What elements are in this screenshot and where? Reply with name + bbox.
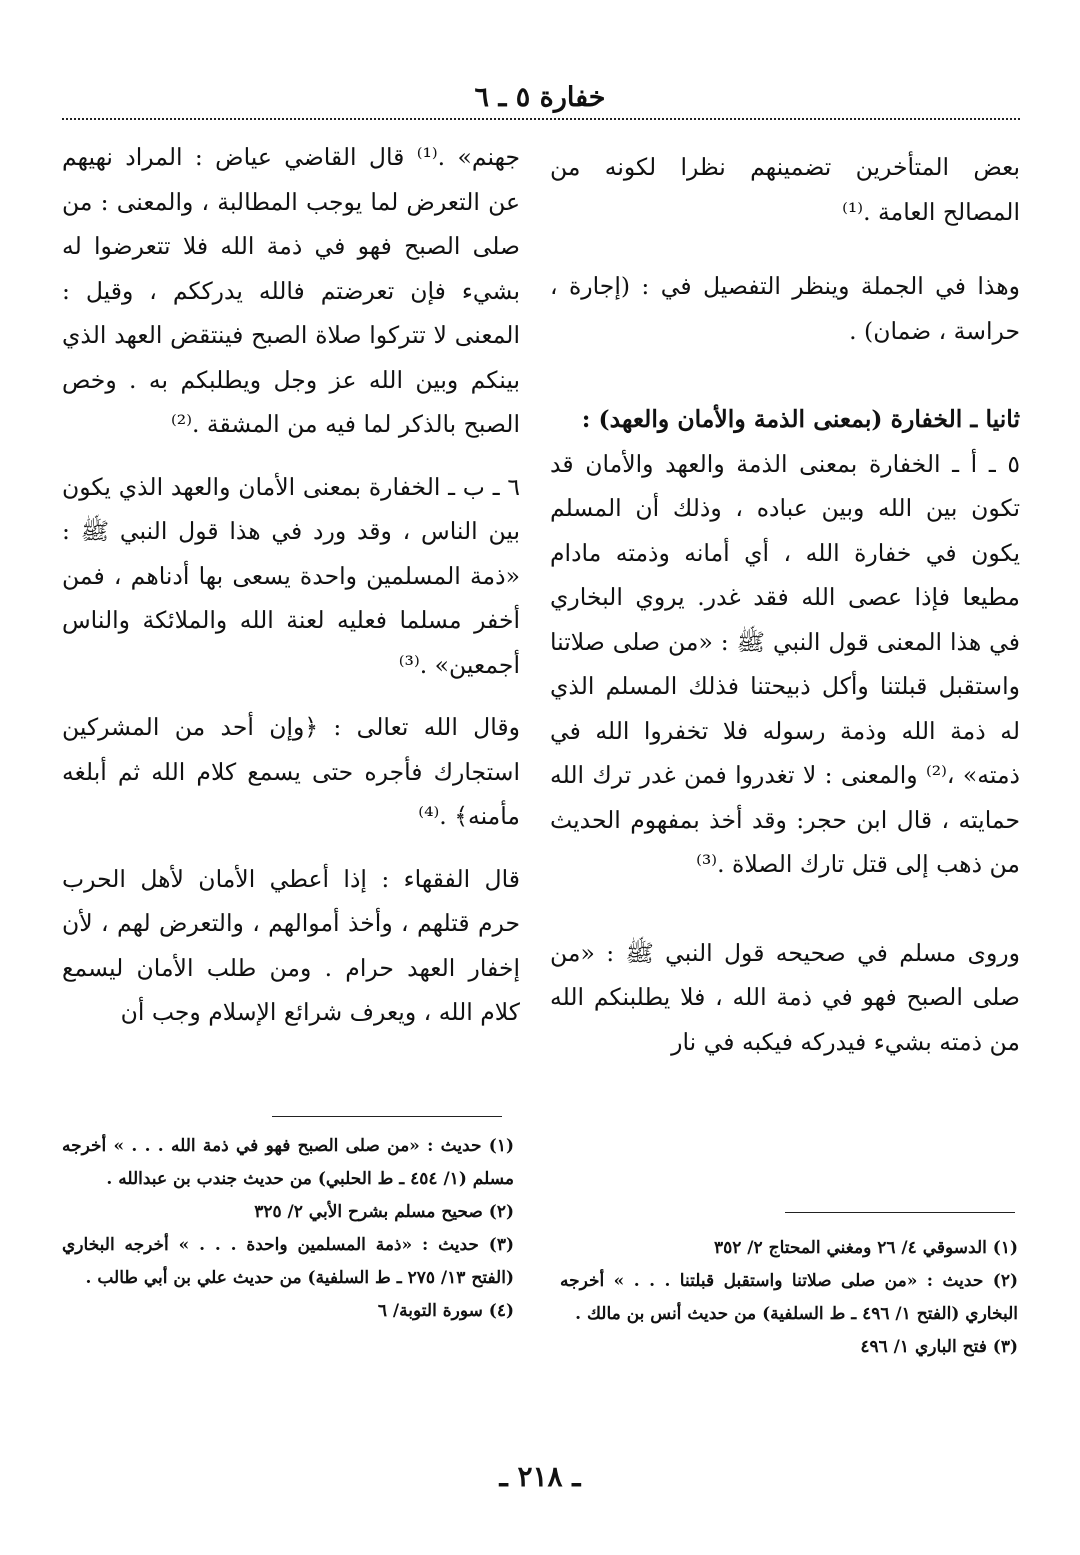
section-heading: ثانيا ـ الخفارة (بمعنى الذمة والأمان والعهد) : xyxy=(581,405,1020,433)
right-column xyxy=(550,145,1020,1064)
left-paragraph-4: قال الفقهاء : إذا أعطي الأمان لأهل الحرب حرم قتلهم ، وأخذ أموالهم ، والتعرض لهم ، لأن إخفار العهد حرام . ومن طلب الأمان ليسمع كلام الله ، ويعرف شرائع الإسلام وجب أن xyxy=(62,864,520,1026)
footnote: (٢) حديث : «من صلى صلاتنا واستقبل قبلتنا . . . » أخرجه البخاري (الفتح ١/ ٤٩٦ ـ ط السلفية) من حديث أنس بن مالك . xyxy=(560,1271,1018,1324)
left-paragraph-2: ٦ ـ ب ـ الخفارة بمعنى الأمان والعهد الذي يكون بين الناس ، وقد ورد في هذا قول النبي ﷺ : «ذمة المسلمين واحدة يسعى بها أدناهم ، فمن أخفر مسلما فعليه لعنة الله والملائكة والناس أجمعين» .⁽³⁾ xyxy=(62,472,520,679)
left-footnotes xyxy=(62,1130,514,1328)
right-paragraph-1: بعض المتأخرين تضمينهم نظرا لكونه من المصالح العامة .⁽¹⁾ xyxy=(550,153,1020,226)
footnote: (١) الدسوقي ٤/ ٢٦ ومغني المحتاج ٢/ ٣٥٢ xyxy=(713,1238,1018,1258)
left-paragraph-3: وقال الله تعالى : ﴿وإن أحد من المشركين استجارك فأجره حتى يسمع كلام الله ثم أبلغه مأمنه﴾ .⁽⁴⁾ xyxy=(62,713,520,830)
left-footnote-rule xyxy=(272,1116,502,1117)
right-paragraph-2: وهذا في الجملة وينظر التفصيل في : (إجارة ، حراسة ، ضمان) . xyxy=(550,272,1020,345)
running-header: خفارة ٥ ـ ٦ xyxy=(474,82,606,113)
footnote: (١) حديث : «من صلى الصبح فهو في ذمة الله . . . » أخرجه مسلم (١/ ٤٥٤ ـ ط الحلبي) من حديث جندب بن عبدالله . xyxy=(62,1136,514,1189)
header-dotted-rule xyxy=(62,118,1020,120)
right-paragraph-3: ٥ ـ أ ـ الخفارة بمعنى الذمة والعهد والأمان قد تكون بين الله وبين عباده ، وذلك أن المسلم يكون في خفارة الله ، أي أمانه وذمته مادام مطيعا فإذا عصى الله فقد غدر. يروي البخاري في هذا المعنى قول النبي ﷺ : «من صلى صلاتنا واستقبل قبلتنا وأكل ذبيحتنا فذلك المسلم الذي له ذمة الله وذمة رسوله فلا تخفروا الله في ذمته» ،⁽²⁾ والمعنى : لا تغدروا فمن غدر ترك الله حمايته ، قال ابن حجر: وقد أخذ بمفهوم الحديث من ذهب إلى قتل تارك الصلاة .⁽³⁾ xyxy=(550,449,1020,878)
footnote: (٣) فتح الباري ١/ ٤٩٦ xyxy=(860,1337,1018,1357)
footnote: (٤) سورة التوبة/ ٦ xyxy=(377,1301,514,1321)
right-paragraph-4: وروى مسلم في صحيحه قول النبي ﷺ : «من صلى الصبح فهو في ذمة الله ، فلا يطلبنكم الله من ذمته بشيء فيدركه فيكبه في نار xyxy=(550,938,1020,1056)
right-footnote-rule xyxy=(785,1212,1015,1213)
footnote: (٢) صحيح مسلم بشرح الأبي ٢/ ٣٢٥ xyxy=(254,1202,514,1222)
right-footnotes xyxy=(560,1232,1018,1364)
left-paragraph-1: جهنم» .⁽¹⁾ قال القاضي عياض : المراد نهيهم عن التعرض لما يوجب المطالبة ، والمعنى : من صلى الصبح فهو في ذمة الله فلا تتعرضوا له بشيء فإن تعرضتم فالله يدرككم ، وقيل : المعنى لا تتركوا صلاة الصبح فينتقض العهد الذي بينكم وبين الله عز وجل ويطلبكم به . وخص الصبح بالذكر لما فيه من المشقة .⁽²⁾ xyxy=(62,143,520,438)
page-number: ـ ٢١٨ ـ xyxy=(499,1460,581,1493)
left-column xyxy=(62,135,520,1035)
footnote: (٣) حديث : «ذمة المسلمين واحدة . . . » أخرجه البخاري (الفتح ١٣/ ٢٧٥ ـ ط السلفية) من حديث علي بن أبي طالب . xyxy=(62,1235,514,1288)
